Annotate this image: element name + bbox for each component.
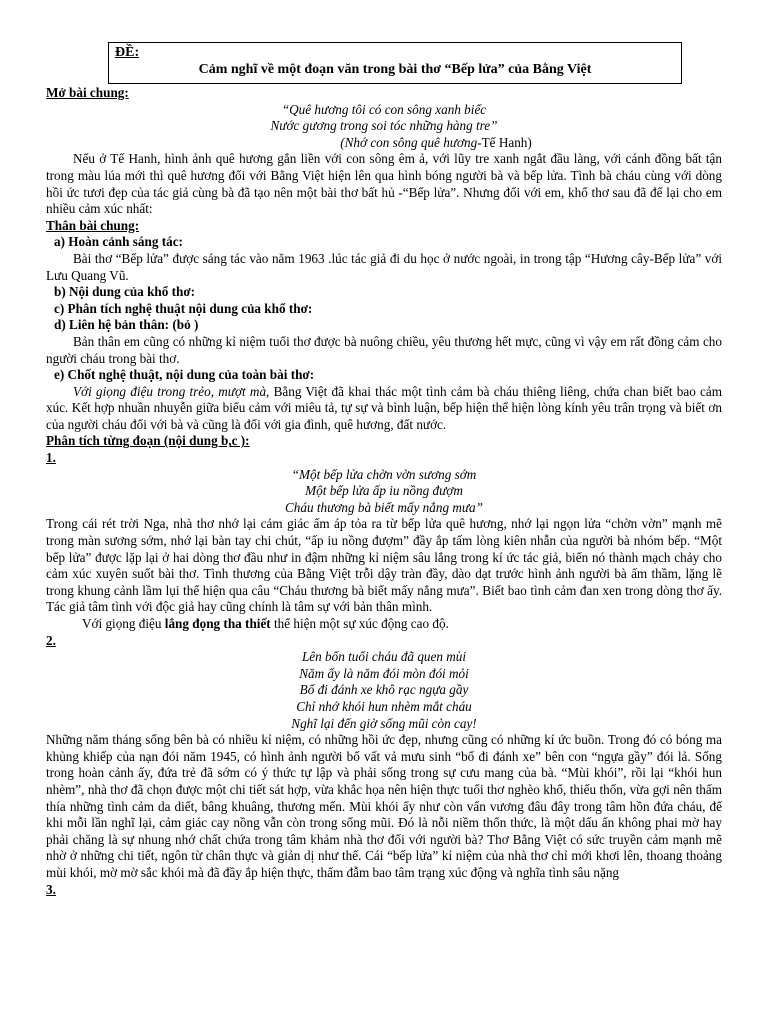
stanza-2-line-5: Nghĩ lại đến giờ sống mũi còn cay! [291,715,477,731]
stanza-1-line-1: “Một bếp lửa chờn vờn sương sớm [291,466,477,482]
section-e-heading: e) Chốt nghệ thuật, nội dung của toàn bài thơ: [54,367,315,383]
stanza-2-line-3: Bố đi đánh xe khô rạc ngựa gầy [299,682,469,698]
source-title: (Nhớ con sông quê hương- [340,134,482,150]
intro-heading: Mở bài chung: [46,85,129,100]
section-d-heading: d) Liên hệ bản thân: (bỏ ) [54,317,199,333]
stanza-2-line-2: Năm ấy là năm đói mòn đói mỏi [299,665,469,681]
stanza-1-line-2: Một bếp lửa ấp iu nồng đượm [305,483,463,499]
body-heading: Thân bài chung: [46,217,140,233]
stanza-2-number: 2. [46,632,56,648]
section-a-text: Bài thơ “Bếp lửa” được sáng tác vào năm 1963 .lúc tác giả đi du học ở nước ngoài, in trong tập “Hương cây-Bếp lửa” với Lưu Quang Vũ. [46,250,722,283]
stanza-1-number: 1. [46,450,56,466]
section-e-body: Bằng Việt đã khai thác một tình cảm bà cháu thiêng liêng, chứa chan biết bao cảm xúc. Kết hợp nhuần nhuyễn giữa biểu cảm với miêu tả, tự sự và bình luận, bếp hiện thể hiện lòng kính yêu trân trọng và biết ơn của người cháu đối với bà và cũng là đối với gia đình, quê hương, đất nước. [46,383,722,432]
page-title: Cảm nghĩ về một đoạn văn trong bài thơ “Bếp lửa” của Bằng Việt [198,62,592,77]
analysis-heading: Phân tích từng đoạn (nội dung b,c ): [46,433,250,449]
closing-part-a: Với giọng điệu [82,616,165,631]
stanza-2-analysis: Những năm tháng sống bên bà có nhiều kỉ niệm, có những hồi ức đẹp, nhưng cũng có những kí ức buồn. Trong đó có bóng ma khủng khiếp của nạn đói năm 1945, có hình ảnh người bố vất vả mưu sinh “bố đi đánh xe” bên con “ngựa gầy” đói lả. Sống trong hoàn cảnh ấy, đứa trẻ đã sớm có ý thức tự lập và phải sống trong sự cưu mang của bà. “Mùi khói”, rồi lại “khói hun nhèm”, nhà thơ đã chọn được một chi tiết sát hợp, vừa khắc họa nên hiện thực tuổi thơ nghèo khổ, thiếu thốn, vừa gợi nên thấm thía những tình cảm da diết, bâng khuâng, thương mến. Mùi khói ấy như còn vấn vương đâu đây trong tâm hồn đứa cháu, để khi mỗi lần nghĩ lại, cảm giác cay nồng vẫn còn trong sống mũi. Đó là nỗi niềm thổn thức, là một dấu ấn không phai mờ hay phải chăng là sự nhung nhớ chất chứa trong tâm khảm nhà thơ đối với người bà? Thơ Bằng Việt có sức truyền cảm mạnh mẽ nhờ ở những chi tiết, ngôn từ chân thực và giản dị như thế. Cái “bếp lửa” kỉ niệm của nhà thơ chỉ mới khơi lên, thoang thoảng mùi khói, mờ mờ sắc khói mà đã đầy ắp hiện thực, thấm đẫm bao tâm trạng xúc động và nghĩa tình sâu nặng [46,732,722,880]
section-b-heading: b) Nội dung của khổ thơ: [54,284,196,300]
closing-emphasis: lắng đọng tha thiết [164,616,271,631]
stanza-2-line-4: Chỉ nhớ khói hun nhèm mắt cháu [296,698,472,714]
title-box [108,42,682,84]
section-a-heading: a) Hoàn cảnh sáng tác: [54,234,183,250]
document-page [46,42,722,898]
intro-quote-line-2: Nước gương trong soi tóc những hàng tre” [270,118,498,134]
section-e-italic: Với giọng điệu trong trẻo, mượt mà, [73,383,270,399]
stanza-1-line-3: Cháu thương bà biết mấy nắng mưa” [285,499,483,515]
section-c-heading: c) Phân tích nghệ thuật nội dung của khổ thơ: [54,300,313,316]
stanza-1-analysis: Trong cái rét trời Nga, nhà thơ nhớ lại cảm giác ấm áp tỏa ra từ bếp lửa quê hương, nhớ lại ngọn lửa “chờn vờn” mạnh mẽ trong màn sương sớm, nhớ lại bàn tay chi chút, “ấp iu nồng đượm” đầy ắp tấm lòng kiên nhẫn của người bà nhóm bếp. “Một bếp lửa” được lặp lại ở hai dòng thơ đầu như in đậm những kỉ niệm sâu lắng trong kí ức tác giả, biến nó thành mạch chảy cho cảm xúc xuyên suốt bài thơ. Tình thương của Bằng Việt trỗi dậy tràn đầy, dào dạt trước hình ảnh người bà ấm thầm, lặng lẽ trong khung cảnh lầm lụi thể hiện qua câu “Cháu thương bà biết mấy nắng mưa”. Biết bao tình cảm đan xen trong dòng thơ ấy. Tác giả tâm tình với độc giả hay cũng chính là tâm sự với bản thân mình. [46,516,722,615]
stanza-2-line-1: Lên bốn tuổi cháu đã quen mùi [301,649,467,665]
source-author: Tế Hanh) [481,134,532,150]
intro-quote-source [46,135,722,152]
intro-quote-line-1: “Quê hương tôi có con sông xanh biếc [281,101,487,117]
closing-part-c: thể hiện một sự xúc động cao độ. [270,616,449,631]
assignment-label: ĐỀ: [115,45,140,60]
intro-paragraph: Nếu ở Tế Hanh, hình ảnh quê hương gắn liền với con sông êm ả, với lũy tre xanh ngắt đầu làng, với cánh đồng bất tận trong màu lúa mới thì quê hương đối với Bằng Việt hiện lên qua hình bóng người bà và bếp lửa. Tình bà cháu cùng với dòng hồi ức tươi đẹp của tác giả cùng bà đã tạo nên một bài thơ bất hủ -“Bếp lửa”. Nhưng đối với em, khổ thơ sau đã để lại cho em nhiều cảm xúc nhất: [46,151,722,217]
stanza-1-closing [46,616,722,633]
section-e-text [46,384,722,434]
stanza-3-number: 3. [46,881,56,897]
section-d-text: Bản thân em cũng có những kỉ niệm tuổi thơ được bà nuông chiều, yêu thương hết mực, cũng vì vậy em rất đồng cảm cho người cháu trong bài thơ. [46,333,722,366]
